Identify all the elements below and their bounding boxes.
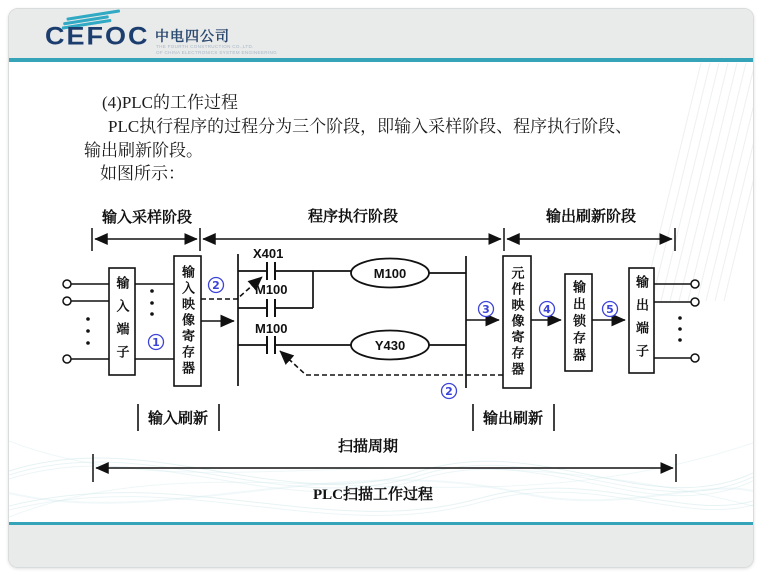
paragraph-line2: 输出刷新阶段。 bbox=[84, 141, 203, 160]
svg-text:1: 1 bbox=[152, 336, 160, 349]
logo-brand-text: CEFOC bbox=[45, 22, 150, 50]
output-terminal-circles bbox=[691, 280, 699, 362]
slide-footer bbox=[9, 525, 753, 567]
section-heading: (4)PLC的工作过程 bbox=[102, 93, 238, 112]
svg-text:5: 5 bbox=[606, 303, 614, 316]
phase-label-input-sampling: 输入采样阶段 bbox=[101, 210, 193, 226]
paragraph-line1: PLC执行程序的过程分为三个阶段，即输入采样阶段、程序执行阶段、 bbox=[108, 117, 633, 136]
step-marker-3 bbox=[479, 302, 494, 317]
diagram-caption: PLC扫描工作过程 bbox=[312, 487, 434, 503]
step-marker-2-bottom bbox=[442, 384, 457, 399]
paragraph-line3: 如图所示： bbox=[100, 164, 185, 183]
output-terminal-box-label: 输出端子 bbox=[634, 274, 649, 367]
input-refresh-label: 输入刷新 bbox=[147, 411, 209, 427]
logo-company-name: 中电四公司 bbox=[155, 28, 230, 44]
slide bbox=[8, 8, 754, 568]
contact-label-m100-rung2: M100 bbox=[255, 321, 288, 336]
input-image-register-box-label: 输入映像寄存器 bbox=[180, 265, 195, 377]
svg-text:4: 4 bbox=[543, 303, 551, 316]
logo-english-line1: THE FOURTH CONSTRUCTION CO.,LTD. bbox=[156, 44, 254, 49]
input-terminal-box-label: 输入端子 bbox=[114, 275, 130, 368]
diagonal-hatch-decoration bbox=[643, 63, 753, 301]
contact-label-m100-parallel: M100 bbox=[255, 282, 288, 297]
phase-label-output-refresh: 输出刷新阶段 bbox=[545, 209, 637, 225]
phase-label-program-execution: 程序执行阶段 bbox=[307, 209, 399, 225]
scan-cycle-dimension bbox=[93, 454, 676, 482]
input-terminal-circle bbox=[63, 280, 71, 288]
step-marker-5 bbox=[603, 302, 618, 317]
step-marker-2 bbox=[209, 278, 224, 293]
scan-cycle-label: 扫描周期 bbox=[337, 439, 399, 455]
input-terminal-circle bbox=[63, 297, 71, 305]
svg-text:3: 3 bbox=[482, 303, 490, 316]
step-marker-4 bbox=[540, 302, 555, 317]
coil-label-y430: Y430 bbox=[374, 338, 406, 353]
element-image-register-box-label: 元件映像寄存器 bbox=[509, 266, 525, 378]
coil-label-m100: M100 bbox=[373, 266, 407, 281]
output-refresh-label: 输出刷新 bbox=[482, 411, 544, 427]
svg-text:2: 2 bbox=[212, 279, 220, 292]
step-marker-1 bbox=[149, 335, 164, 350]
input-terminal-wires bbox=[63, 280, 109, 363]
phase-dimension-arrows bbox=[92, 228, 675, 251]
input-terminal-circle bbox=[63, 355, 71, 363]
output-latch-box-label: 输出锁存器 bbox=[571, 280, 586, 365]
svg-text:2: 2 bbox=[445, 385, 453, 398]
logo-english-line2: OF CHINA ELECTRONICS SYSTEM ENGINEERING bbox=[156, 50, 277, 55]
contact-label-x401: X401 bbox=[253, 246, 284, 261]
